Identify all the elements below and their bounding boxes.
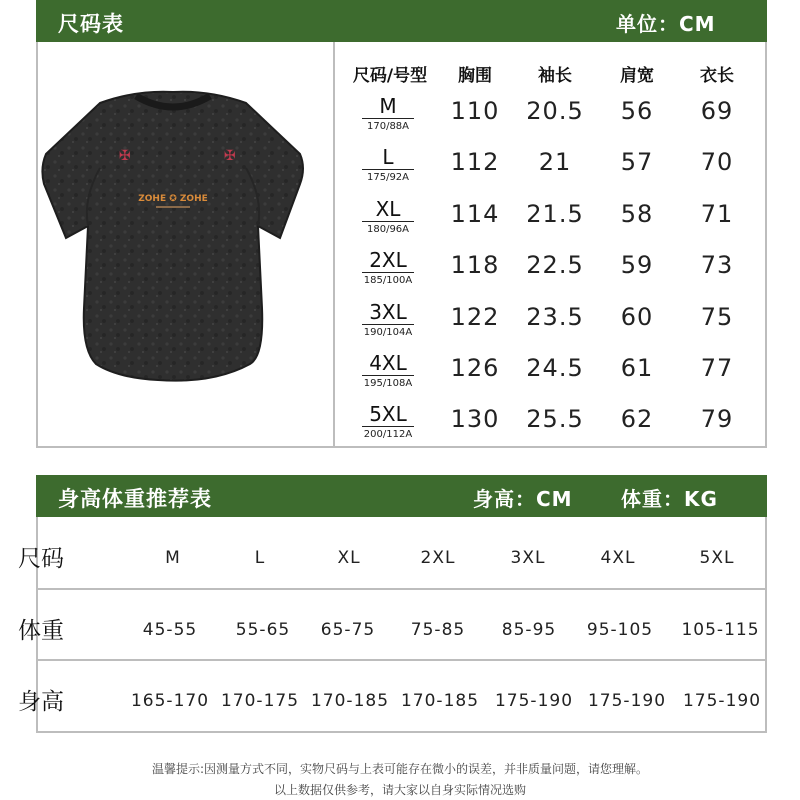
size-code: 200/112A	[363, 429, 413, 440]
shoulder-value: 57	[620, 148, 654, 176]
rec-size-value: 5XL	[699, 548, 735, 568]
rec-weight-value: 85-95	[501, 620, 557, 640]
length-value: 70	[700, 148, 734, 176]
size-label: L	[382, 145, 394, 169]
size-cell	[345, 96, 431, 133]
sleeve-value: 22.5	[526, 251, 584, 279]
size-chart-header	[36, 0, 767, 42]
chest-value: 122	[450, 303, 500, 331]
sleeve-value: 21.5	[526, 200, 584, 228]
length-value: 73	[700, 251, 734, 279]
shirt-logo-text: ZOHE ✪ ZOHE	[138, 194, 208, 204]
length-value: 77	[700, 354, 734, 382]
tshirt-image	[38, 88, 308, 388]
sleeve-value: 25.5	[526, 405, 584, 433]
weight-unit: 体重：KG	[621, 487, 718, 511]
size-label: M	[379, 94, 397, 118]
length-value: 69	[700, 97, 734, 125]
rec-height-value: 165-170	[130, 691, 210, 711]
size-code: 180/96A	[366, 224, 410, 235]
chest-value: 126	[450, 354, 500, 382]
sleeve-value: 20.5	[526, 97, 584, 125]
right-cross-icon: ✠	[224, 148, 236, 164]
size-label: XL	[375, 197, 401, 221]
size-label: 3XL	[369, 300, 407, 324]
size-label: 2XL	[369, 248, 407, 272]
chest-value: 110	[450, 97, 500, 125]
sleeve-value: 24.5	[526, 354, 584, 382]
size-chart-title: 尺码表	[58, 12, 124, 36]
row-label-weight: 体重	[18, 618, 64, 644]
size-code: 170/88A	[366, 121, 410, 132]
row-label-size: 尺码	[18, 546, 64, 572]
rec-weight-value: 105-115	[681, 620, 760, 640]
rec-weight-value: 75-85	[410, 620, 466, 640]
size-cell	[345, 199, 431, 236]
size-label: 5XL	[369, 402, 407, 426]
rec-weight-value: 65-75	[320, 620, 376, 640]
rec-size-value: 4XL	[600, 548, 636, 568]
row-divider	[38, 659, 765, 661]
chest-value: 118	[450, 251, 500, 279]
length-value: 75	[700, 303, 734, 331]
size-chart-unit: 单位：CM	[616, 12, 716, 36]
size-code: 175/92A	[366, 172, 410, 183]
size-cell	[345, 302, 431, 339]
rec-size-value: L	[254, 548, 266, 568]
length-value: 71	[700, 200, 734, 228]
size-label: 4XL	[369, 351, 407, 375]
tip-note: 温馨提示:因测量方式不同，实物尺码与上表可能存在微小的误差，并非质量问题，请您理解。	[151, 762, 649, 776]
row-divider	[38, 588, 765, 590]
rec-height-value: 175-190	[682, 691, 762, 711]
rec-size-value: XL	[337, 548, 361, 568]
rec-height-value: 170-175	[220, 691, 300, 711]
shoulder-value: 60	[620, 303, 654, 331]
shoulder-value: 59	[620, 251, 654, 279]
size-cell	[345, 353, 431, 390]
rec-weight-value: 45-55	[142, 620, 198, 640]
rec-size-value: 2XL	[420, 548, 456, 568]
size-cell	[345, 404, 431, 441]
left-cross-icon: ✠	[119, 148, 131, 164]
header-size: 尺码/号型	[352, 66, 428, 86]
chest-value: 114	[450, 200, 500, 228]
chest-value: 112	[450, 148, 500, 176]
size-code: 185/100A	[363, 275, 413, 286]
rec-height-value: 170-185	[310, 691, 390, 711]
shoulder-value: 61	[620, 354, 654, 382]
rec-size-value: 3XL	[510, 548, 546, 568]
height-unit: 身高：CM	[473, 487, 573, 511]
recommend-header	[36, 475, 767, 517]
row-label-height: 身高	[18, 689, 64, 715]
header-sleeve: 袖长	[538, 66, 572, 86]
reference-note: 以上数据仅供参考，请大家以自身实际情况选购	[273, 783, 526, 797]
header-shoulder: 肩宽	[620, 66, 654, 86]
chest-value: 130	[450, 405, 500, 433]
size-code: 190/104A	[363, 327, 413, 338]
size-cell	[345, 250, 431, 287]
rec-weight-value: 95-105	[586, 620, 654, 640]
sleeve-value: 21	[538, 148, 572, 176]
header-length: 衣长	[700, 66, 734, 86]
shoulder-value: 56	[620, 97, 654, 125]
header-chest: 胸围	[458, 66, 492, 86]
sleeve-value: 23.5	[526, 303, 584, 331]
recommend-title: 身高体重推荐表	[58, 487, 212, 511]
rec-height-value: 175-190	[587, 691, 667, 711]
size-code: 195/108A	[363, 378, 413, 389]
size-cell	[345, 147, 431, 184]
shoulder-value: 62	[620, 405, 654, 433]
rec-weight-value: 55-65	[235, 620, 291, 640]
column-divider	[333, 42, 335, 446]
shoulder-value: 58	[620, 200, 654, 228]
rec-height-value: 175-190	[494, 691, 574, 711]
rec-height-value: 170-185	[400, 691, 480, 711]
length-value: 79	[700, 405, 734, 433]
rec-size-value: M	[165, 548, 181, 568]
